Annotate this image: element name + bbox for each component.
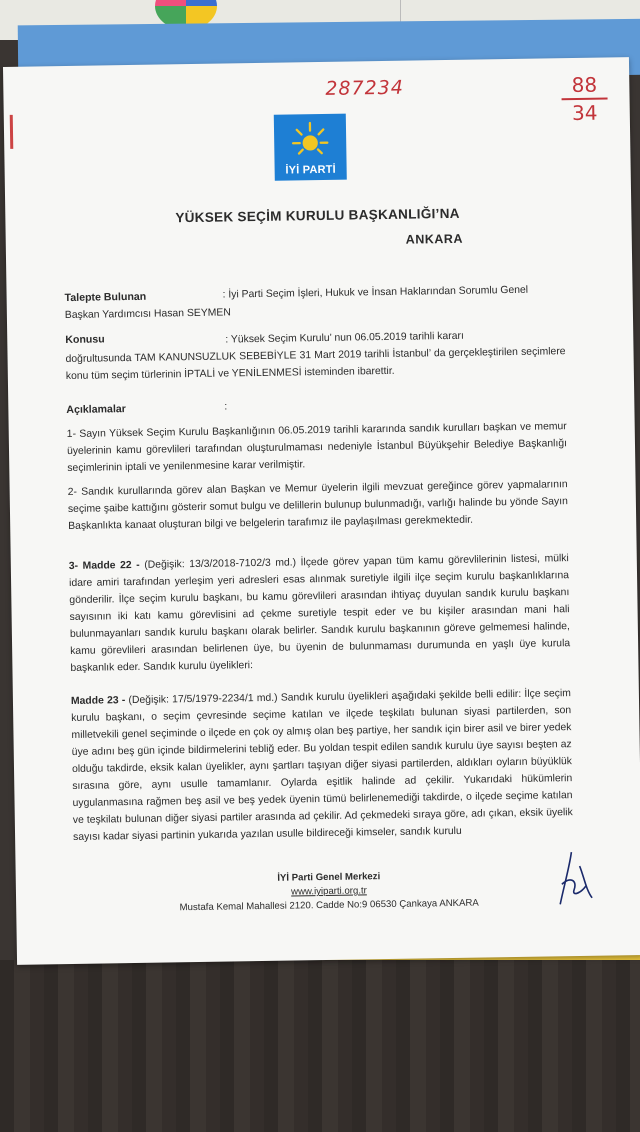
fraction-top: 88 — [571, 72, 598, 98]
requester-label: Talepte Bulunan — [64, 290, 147, 305]
paragraph-1 — [67, 418, 568, 477]
footer-address: Mustafa Kemal Mahallesi 2120. Cadde No:9 06530 Çankaya ANKARA — [179, 897, 479, 914]
paragraph-3 — [69, 550, 571, 677]
subject-label: Konusu — [65, 333, 105, 347]
handwritten-doc-number: 287234 — [325, 76, 405, 100]
fraction-bottom: 34 — [571, 100, 598, 126]
paragraph-number: 1- — [66, 428, 77, 441]
footer-website: www.iyiparti.org.tr — [291, 885, 367, 898]
requester-text: : İyi Parti Seçim İşleri, Hukuk ve İnsan Haklarından Sorumlu Genel — [222, 284, 529, 301]
paragraph-4 — [71, 685, 573, 846]
explanations-colon: : — [224, 401, 228, 413]
paragraph-number: 2- — [67, 486, 78, 499]
subject-text: : Yüksek Seçim Kurulu’ nun 06.05.2019 tarihli kararı — [225, 330, 464, 346]
paragraph-text: Sandık kurullarında görev alan Başkan ve Memur üyelerin ilgili mevzuat gereğince görev yapmalarının seçime şaibe kattığını gösterir somut bulgu ve delillerin bulunup bulunmadığı, varlığı halinde bu yönde Sayın Başkanlıkta kanaat oluşturan bilgi ve belgelerin tarafımız ile paylaşılması gerekmektedir. — [67, 479, 568, 533]
paragraph-2 — [68, 476, 569, 535]
wooden-desk — [0, 960, 640, 1132]
requester-text-cont: Başkan Yardımcısı Hasan SEYMEN — [64, 307, 231, 322]
fraction-bar — [562, 97, 608, 100]
petition-page — [3, 57, 640, 965]
addressee-title: YÜKSEK SEÇİM KURULU BAŞKANLIĞI’NA — [175, 205, 460, 226]
sun-icon — [291, 120, 330, 159]
paragraph-text: (Değişik: 17/5/1979-2234/1 md.) Sandık kurulu üyelikleri aşağıdaki şekilde belli edilir: İlçe seçim kurulu başkanı, o seçim çevresinde seçime katılan ve ilçede teşkilatı bulunan siyasi partilerden, son milletvekili genel seçiminde o ilçede en çok oy almış olan beş partiye, her sandık için birer asil ve birer yedek üye adını beş gün içinde bildirmelerini tebliğ eder. Bu yoldan tespit edilen sandık kurulu üye sayısı beşten az olduğu takdirde, eksik kalan üyelikler, aynı şartları taşıyan diğer siyasi partilerden, aldıkları oyların büyüklük sırasına göre, aynı usulle tamamlanır. Oylarda eşitlik halinde ad çekilir. Yukarıdaki hükümlerin uygulanmasına rağmen beş asil ve beş yedek üyenin tümü belirlenemediği takdirde, o ilçede seçime katılan ve teşkilatı bulunan diğer siyasi partiler arasında ad çekilir. Ad çekmedeki sıraya göre, adı çıkan, eksik üyelik sayısı kadar siyasi partinin yukarıda yazılan usulle bildireceği kimseler, sandık kurulu — [71, 688, 573, 843]
margin-mark — [10, 115, 14, 149]
explanations-label: Açıklamalar — [66, 403, 126, 417]
paragraph-text: (Değişik: 13/3/2018-7102/3 md.) İlçede görev yapan tüm kamu görevlilerinin listesi, mülki idare amiri tarafından yerleşim yeri adresleri esas alınmak suretiyle ilgili ilçe seçim kurulu başkanlıklarına gönderilir. İlçe seçim kurulu başkanı, bu kamu görevlileri arasından ihtiyaç duyulan sandık kurulu başkanı sayısının iki katı kamu görevlisini ad çekme suretiyle tespit eder ve bu kişiler arasından mani hali bulunmayanları sandık kurulu başkanı olarak belirler. Sandık kurulu başkanının göreve gelmemesi halinde, kamu görevlileri arasından belirlenen üye, bu üyenin de bulunmaması durumunda en yaşlı üye kurula başkanlık eder. Sandık kurulu üyelikleri: — [69, 553, 571, 674]
subject-text-cont: doğrultusunda TAM KANUNSUZLUK SEBEBİYLE 31 Mart 2019 tarihli İstanbul’ da gerçekleştirilen seçimlere konu tüm seçim türlerinin İPTALİ ve YENİLENMESİ isteminden ibarettir. — [65, 346, 566, 383]
party-logo — [274, 114, 347, 181]
addressee-city: ANKARA — [405, 231, 464, 247]
article-heading: Madde 23 - — [70, 695, 126, 707]
signature — [549, 846, 598, 911]
logo-text: İYİ PARTİ — [285, 163, 336, 177]
footer-org: İYİ Parti Genel Merkezi — [277, 871, 381, 884]
article-heading: 3- Madde 22 - — [68, 559, 140, 572]
handwritten-page-fraction — [561, 73, 608, 124]
paragraph-text: Sayın Yüksek Seçim Kurulu Başkanlığının 06.05.2019 tarihli kararında sandık kurulları başkan ve memur üyelerinin kamu görevlileri tarafından oluşturulmaması nedeniyle İstanbul Büyükşehir Belediye Başkanlığı seçimlerinin iptali ve yenilenmesine karar verilmiştir. — [66, 421, 568, 475]
